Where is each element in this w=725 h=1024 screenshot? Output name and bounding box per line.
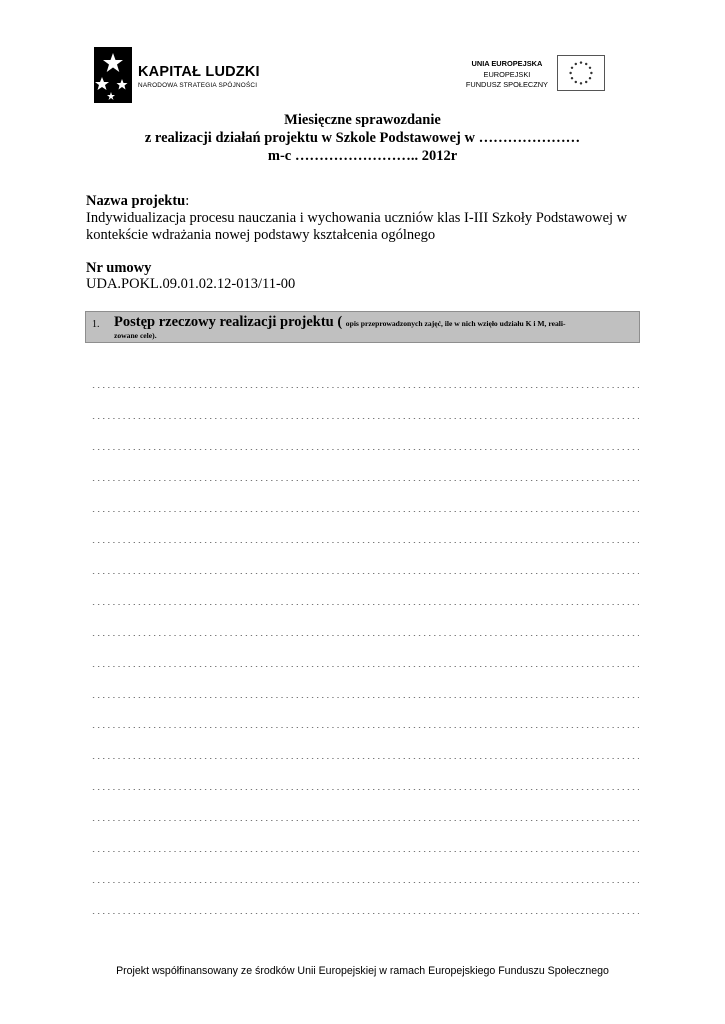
section-title-text: Postęp rzeczowy realizacji projektu (	[114, 314, 343, 330]
answer-line[interactable]	[91, 604, 639, 605]
answer-line[interactable]	[91, 480, 639, 481]
eu-logo-text	[466, 59, 548, 91]
contract-number: UDA.POKL.09.01.02.12-013/11-00	[86, 276, 296, 292]
answer-line[interactable]	[91, 820, 639, 821]
section-header	[85, 311, 640, 343]
answer-line[interactable]	[91, 387, 639, 388]
footer-text: Projekt współfinansowany ze środków Unii Europejskiej w ramach Europejskiego Funduszu Społecznego	[116, 965, 609, 977]
contract-label: Nr umowy	[86, 260, 152, 276]
eu-logo	[455, 55, 607, 95]
answer-line[interactable]	[91, 789, 639, 790]
project-name-label-text: Nazwa projektu	[86, 193, 186, 209]
eu-star	[585, 63, 587, 65]
answer-line[interactable]	[91, 418, 639, 419]
eu-logo-line1: UNIA EUROPEJSKA	[471, 59, 543, 68]
answer-line[interactable]	[91, 635, 639, 636]
eu-logo-line2: EUROPEJSKI	[483, 69, 531, 79]
eu-star	[580, 61, 582, 63]
report-title: Miesięczne sprawozdanie	[284, 112, 441, 128]
eu-star	[589, 77, 591, 79]
eu-star	[571, 67, 573, 69]
section-number: 1.	[92, 319, 100, 330]
eu-star	[585, 81, 587, 83]
kapital-ludzki-logo	[94, 47, 269, 103]
answer-line[interactable]	[91, 573, 639, 574]
kapital-ludzki-mark-icon	[94, 47, 132, 103]
answer-line[interactable]	[91, 882, 639, 883]
kapital-ludzki-subtitle: NARODOWA STRATEGIA SPÓJNOŚCI	[138, 82, 258, 89]
project-name-line1: Indywidualizacja procesu nauczania i wychowania uczniów klas I-III Szkoły Podstawowej w	[86, 210, 628, 226]
answer-line[interactable]	[91, 449, 639, 450]
answer-line[interactable]	[91, 758, 639, 759]
kapital-ludzki-title: KAPITAŁ LUDZKI	[138, 64, 260, 80]
section-note: opis przeprowadzonych zajęć, ile w nich wzięło udziału K i M, reali-	[345, 319, 566, 328]
eu-star	[575, 63, 577, 65]
answer-line[interactable]	[91, 542, 639, 543]
eu-flag-icon	[557, 55, 605, 91]
project-name-line2: kontekście wdrażania nowej podstawy kształcenia ogólnego	[86, 227, 436, 243]
section-note-continued: zowane cele).	[114, 331, 157, 340]
answer-line[interactable]	[91, 697, 639, 698]
answer-line[interactable]	[91, 666, 639, 667]
answer-line[interactable]	[91, 511, 639, 512]
eu-star	[571, 77, 573, 79]
eu-logo-line3: FUNDUSZ SPOŁECZNY	[465, 80, 548, 89]
answer-line[interactable]	[91, 913, 639, 914]
eu-star	[590, 72, 592, 74]
answer-line[interactable]	[91, 851, 639, 852]
eu-star	[589, 67, 591, 69]
answer-line[interactable]	[91, 727, 639, 728]
eu-star	[580, 82, 582, 84]
report-month-line: m-c …………………….. 2012r	[267, 148, 458, 164]
report-subtitle: z realizacji działań projektu w Szkole Podstawowej w …………………	[144, 130, 581, 146]
project-name-colon: :	[185, 193, 190, 209]
eu-star	[575, 81, 577, 83]
project-name-label	[86, 193, 189, 210]
section-title	[114, 314, 566, 331]
eu-star	[569, 72, 571, 74]
